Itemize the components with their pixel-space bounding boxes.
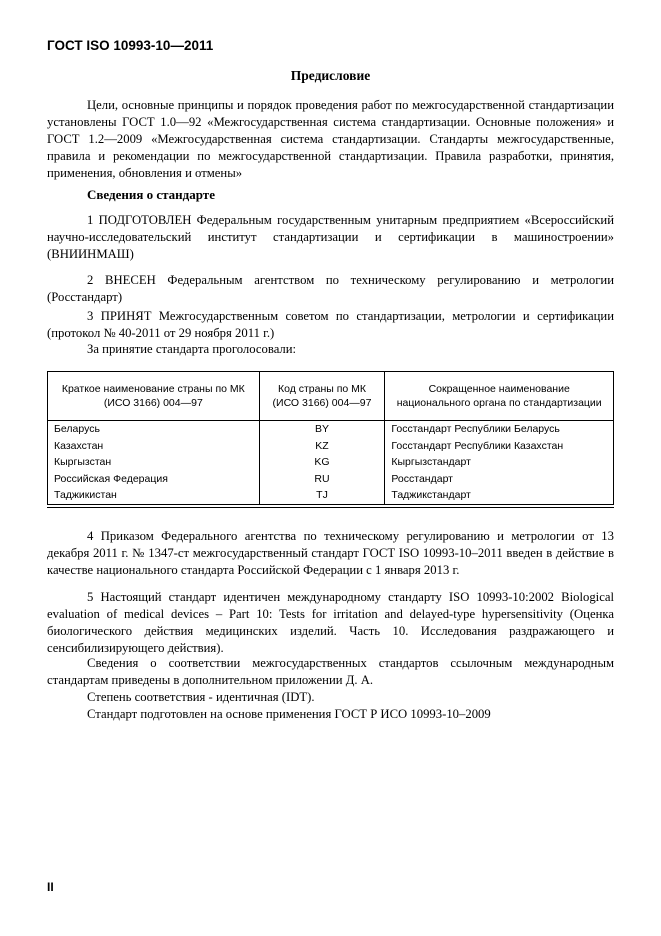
country-cell: Российская Федерация [48, 471, 260, 488]
table-header-row [48, 372, 614, 421]
country-cell: Казахстан [48, 438, 260, 455]
country-cell: Кыргызстан [48, 454, 260, 471]
header-code: Код страны по МК (ИСО 3166) 004—97 [259, 372, 385, 421]
item-5-paragraph: 5 Настоящий стандарт идентичен международному стандарту ISO 10993-10:2002 Biological evaluation of medical devices – Part 10: Tests for irritation and delayed-type hypersensitivity (Оценка биологического действия медицинских изделий. Часть 10. Исследования раздражающего и сенсибилизирующего действия). [47, 590, 614, 655]
code-cell: KZ [259, 438, 385, 455]
body-cell: Госстандарт Республики Казахстан [385, 438, 614, 455]
table-row [48, 471, 614, 488]
body-cell: Таджикстандарт [385, 487, 614, 504]
item-3-paragraph: 3 ПРИНЯТ Межгосударственным советом по стандартизации, метрологии и сертификации (протокол № 40-2011 от 29 ноября 2011 г.) [47, 309, 614, 340]
table-row [48, 487, 614, 504]
voting-table [47, 371, 614, 505]
table-row [48, 421, 614, 438]
header-country: Краткое наименование страны по МК (ИСО 3166) 004—97 [48, 372, 260, 421]
body-cell: Кыргызстандарт [385, 454, 614, 471]
code-cell: KG [259, 454, 385, 471]
page-title: Предисловие [290, 68, 371, 83]
body-cell: Госстандарт Республики Беларусь [385, 421, 614, 438]
document-header: ГОСТ ISO 10993-10—2011 [47, 38, 214, 53]
item-1-paragraph: 1 ПОДГОТОВЛЕН Федеральным государственным унитарным предприятием «Всероссийский научно-исследовательский институт стандартизации и сертификации в машиностроении» (ВНИИНМАШ) [47, 213, 614, 261]
code-cell: TJ [259, 487, 385, 504]
code-cell: BY [259, 421, 385, 438]
intro-paragraph: Цели, основные принципы и порядок проведения работ по межгосударственной стандартизации установлены ГОСТ 1.0—92 «Межгосударственная система стандартизации. Основные положения» и ГОСТ 1.2—2009 «Межгосударственная система стандартизации. Стандарты межгосударственные, правила и рекомендации по межгосударственной стандартизации. Правила разработки, принятия, применения, обновления и отмены» [47, 98, 614, 180]
code-cell: RU [259, 471, 385, 488]
table-row [48, 454, 614, 471]
country-cell: Таджикистан [48, 487, 260, 504]
item-5-degree: Степень соответствия - идентичная (IDT). [87, 690, 315, 704]
section-heading: Сведения о стандарте [87, 187, 215, 202]
item-4-paragraph: 4 Приказом Федерального агентства по техническому регулированию и метрологии от 13 декабря 2011 г. № 1347-ст межгосударственный стандарт ГОСТ ISO 10993-10–2011 введен в действие в качестве национального стандарта Российской Федерации с 1 января 2013 г. [47, 529, 614, 577]
table-row [48, 438, 614, 455]
body-cell: Росстандарт [385, 471, 614, 488]
vote-line: За принятие стандарта проголосовали: [87, 342, 297, 356]
page-number: II [47, 880, 54, 894]
item-5-references: Сведения о соответствии межгосударственных стандартов ссылочным международным стандартам приведены в дополнительном приложении Д. А. [47, 656, 614, 687]
country-cell: Беларусь [48, 421, 260, 438]
header-body: Сокращенное наименование национального органа по стандартизации [385, 372, 614, 421]
item-5-basis: Стандарт подготовлен на основе применения ГОСТ Р ИСО 10993-10–2009 [87, 707, 491, 721]
table-bottom-rule [47, 507, 614, 508]
item-2-paragraph: 2 ВНЕСЕН Федеральным агентством по техническому регулированию и метрологии (Росстандарт) [47, 273, 614, 304]
